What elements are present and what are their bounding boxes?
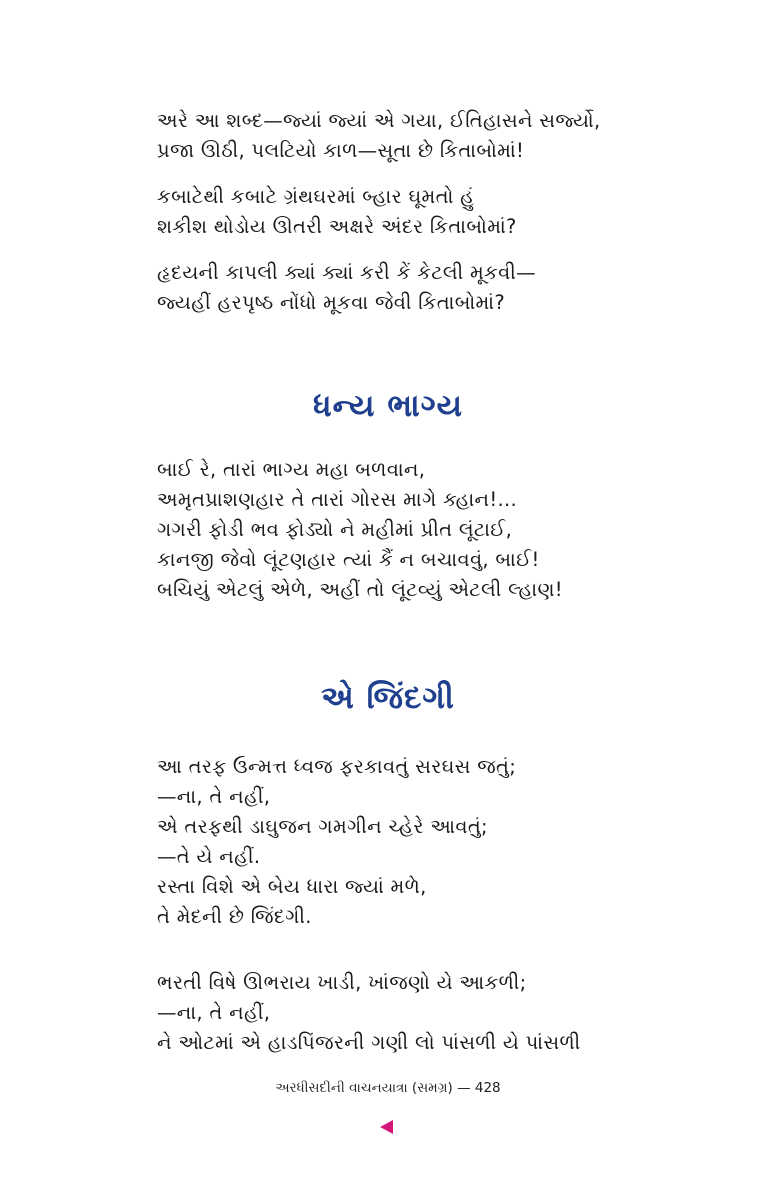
poem3-stanza-2 xyxy=(157,968,717,1058)
poem3-title: એ જિંદગી xyxy=(321,680,455,716)
poem-line: બચિયું એટલું એળે, અહીં તો લૂંટવ્યું એટલી લ્હાણ! xyxy=(157,578,563,601)
poem-line: હૃદયની કાપલી ક્યાં ક્યાં કરી કેં કેટલી મૂકવી— xyxy=(157,261,536,284)
poem-line: કબાટેથી કબાટે ગ્રંથઘરમાં બ્હાર ઘૂમતો હું xyxy=(157,185,475,208)
poem-line: ભરતી વિષે ઊભરાય ખાડી, ખાંજણો યે આકળી; xyxy=(157,971,527,994)
poem-line: પ્રજા ઊઠી, પલટિયો કાળ—સૂતા છે કિતાબોમાં! xyxy=(157,139,525,162)
poem-line: ને ઓટમાં એ હાડપિંજરની ગણી લો પાંસળી યે પાંસળી xyxy=(157,1031,581,1054)
poem1-stanza-1 xyxy=(157,106,717,166)
poem-line: તે મેદની છે જિંદગી. xyxy=(157,905,312,928)
poem-line: —ના, તે નહીં, xyxy=(157,1001,271,1024)
poem-line: —તે યે નહીં. xyxy=(157,845,261,868)
poem3-stanza-1 xyxy=(157,752,717,932)
poem-line: અરે આ શબ્દ—જ્યાં જ્યાં એ ગયા, ઈતિહાસને સર્જ્યો, xyxy=(157,109,601,132)
poem2-stanza xyxy=(157,455,717,605)
poem-line: જ્યહીં હરપૃષ્ઠ નોંધો મૂકવા જેવી કિતાબોમાં? xyxy=(157,291,506,314)
poem-line: ગગરી ફોડી ભવ ફોડ્યો ને મહીમાં પ્રીત લૂંટાઈ, xyxy=(157,518,513,541)
poem2-title: ધન્ય ભાગ્ય xyxy=(313,388,463,424)
poem-line: આ તરફ ઉન્મત્ત ધ્વજ ફરકાવતું સરઘસ જતું; xyxy=(157,755,517,778)
poem-line: શકીશ થોડોય ઊતરી અક્ષરે અંદર કિતાબોમાં? xyxy=(157,215,517,238)
page-footer: અરધીસદીની વાચનયાત્રા (સમગ્ર) — 428 xyxy=(275,1080,501,1096)
poem-line: કાનજી જેવો લૂંટણહાર ત્યાં કૈં ન બચાવવું, બાઈ! xyxy=(157,548,540,571)
poem1-stanza-2 xyxy=(157,182,717,242)
poem-line: એ તરફથી ડાઘુજન ગમગીન ચ્હેરે આવતું; xyxy=(157,815,488,838)
poem-line: અમૃતપ્રાશણહાર તે તારાં ગોરસ માગે ક્હાન!... xyxy=(157,488,517,511)
poem-line: બાઈ રે, તારાં ભાગ્ય મહા બળવાન, xyxy=(157,458,426,481)
left-arrow-icon[interactable] xyxy=(380,1120,393,1134)
poem1-stanza-3 xyxy=(157,258,717,318)
poem-line: રસ્તા વિશે એ બેય ધારા જ્યાં મળે, xyxy=(157,875,427,898)
poem-line: —ના, તે નહીં, xyxy=(157,785,271,808)
